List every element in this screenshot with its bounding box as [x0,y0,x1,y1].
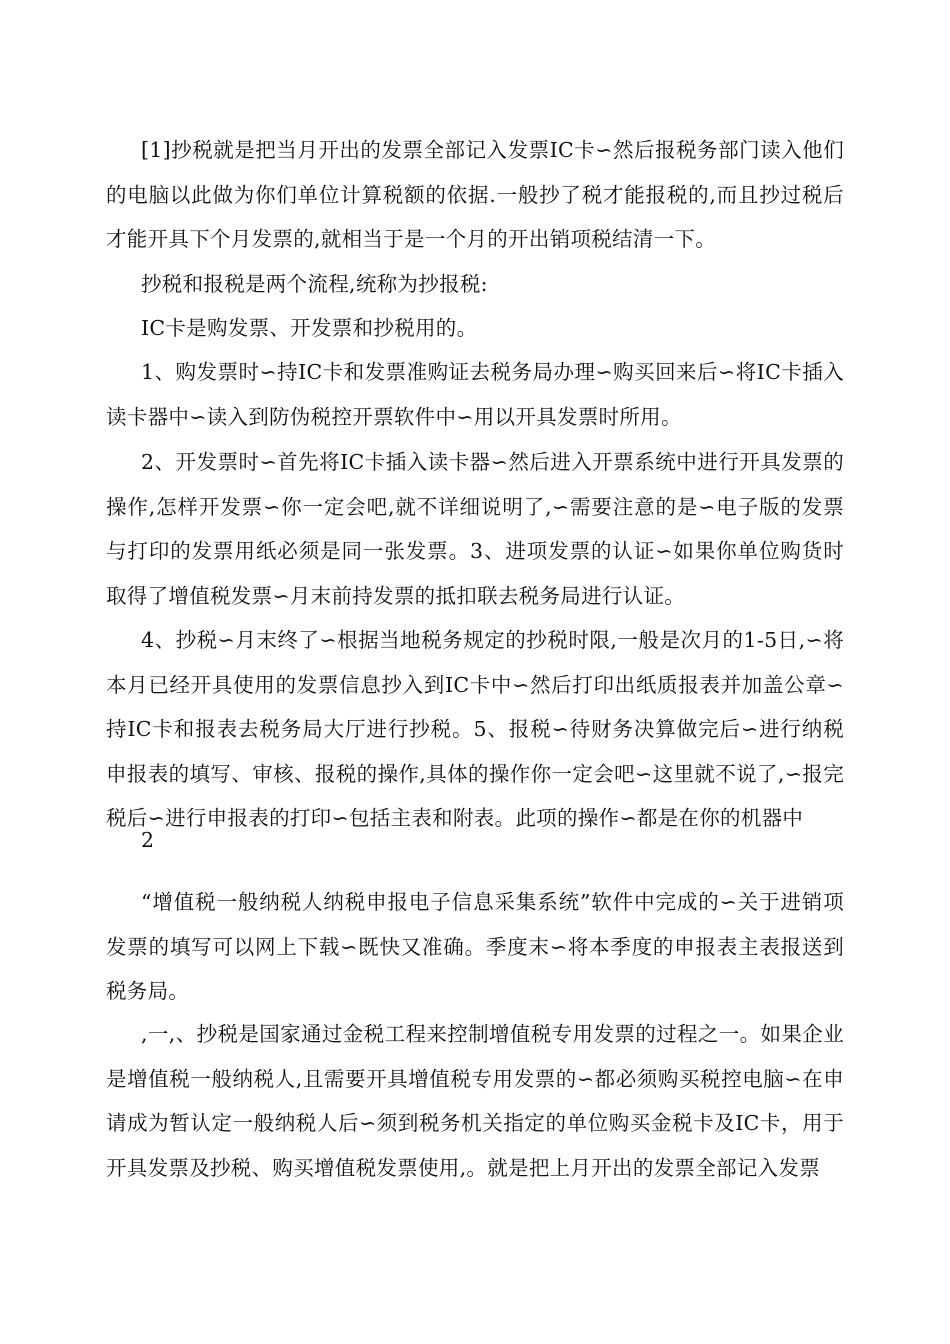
paragraph-6: 4、抄税∽月末终了∽根据当地税务规定的抄税时限,一般是次月的1-5日,∽将本月已经开具使用的发票信息抄入到IC卡中∽然后打印出纸质报表并加盖公章∽持IC卡和报表去税务局大厅进行抄税。5、报税∽待财务决算做完后∽进行纳税申报表的填写、审核、报税的操作,具体的操作你一定会吧∽这里就不说了,∽报完税后∽进行申报表的打印∽包括主表和附表。此项的操作∽都是在你的机器中 [106,628,844,830]
paragraph-5: 2、开发票时∽首先将IC卡插入读卡器∽然后进入开票系统中进行开具发票的操作,怎样开发票∽你一定会吧,就不详细说明了,∽需要注意的是∽电子版的发票与打印的发票用纸必须是同一张发票。3、进项发票的认证∽如果你单位购货时取得了增值税发票∽月末前持发票的抵扣联去税务局进行认证。 [106,450,844,608]
paragraph-3: IC卡是购发票、开发票和抄税用的。 [141,316,478,340]
paragraph-1: [1]抄税就是把当月开出的发票全部记入发票IC卡∽然后报税务部门读入他们的电脑以此做为你们单位计算税额的依据.一般抄了税才能报税的,而且抄过税后才能开具下个月发票的,就相当于是一个月的开出销项税结清一下。 [106,138,844,251]
paragraph-4: 1、购发票时∽持IC卡和发票准购证去税务局办理∽购买回来后∽将IC卡插入读卡器中∽读入到防伪税控开票软件中∽用以开具发票时所用。 [106,360,844,429]
page-number: 2 [141,828,155,852]
paragraph-8: ,一,、抄税是国家通过金税工程来控制增值税专用发票的过程之一。如果企业是增值税一般纳税人,且需要开具增值税专用发票的∽都必须购买税控电脑∽在申请成为暂认定一般纳税人后∽须到税务机关指定的单位购买金税卡及IC卡，用于开具发票及抄税、购买增值税发票使用,。就是把上月开出的发票全部记入发票 [106,1022,844,1180]
paragraph-2: 抄税和报税是两个流程,统称为抄报税: [141,272,488,296]
paragraph-7: “增值税一般纳税人纳税申报电子信息采集系统”软件中完成的∽关于进销项发票的填写可以网上下载∽既快又准确。季度末∽将本季度的申报表主表报送到税务局。 [106,890,844,1003]
